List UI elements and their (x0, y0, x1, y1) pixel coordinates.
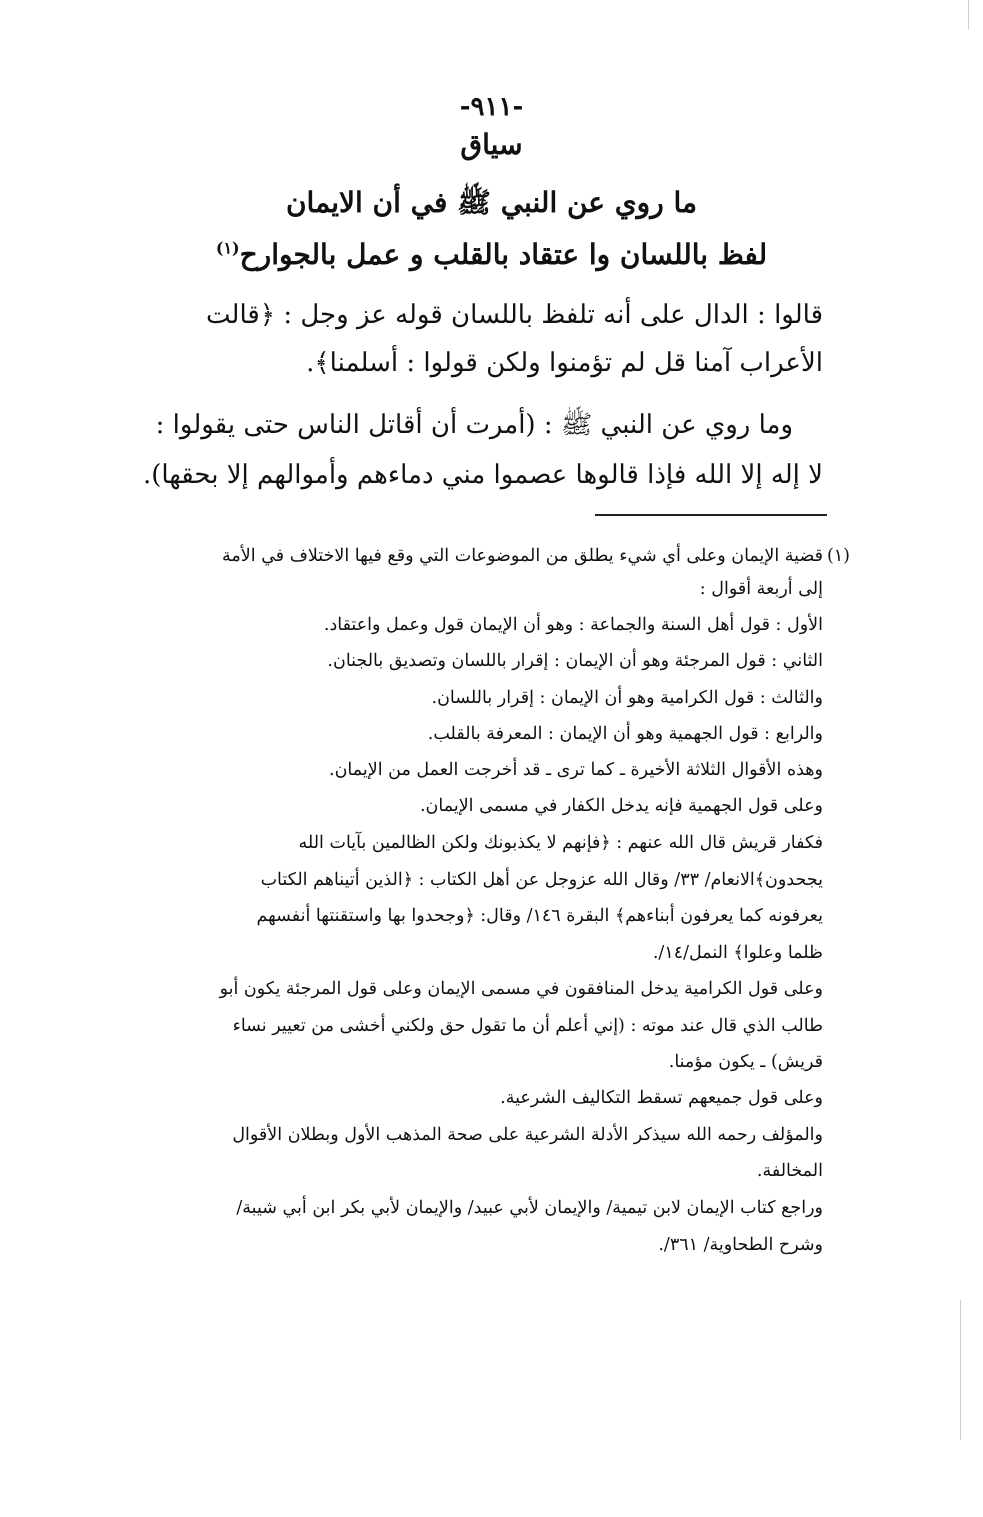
scan-margin-mark-top (968, 0, 969, 30)
section-title-word: سياق (460, 128, 523, 161)
body-line-3: وما روي عن النبي ﷺ : (أمرت أن أقاتل الناس حتى يقولوا : (155, 410, 793, 440)
footnote-line-12: ظلما وعلوا﴾ النمل/١٤/. (652, 943, 823, 963)
footnote-line-7: وهذه الأقوال الثلاثة الأخيرة ـ كما ترى ـ قد أخرجت العمل من الإيمان. (329, 760, 823, 780)
footnote-line-15: قريش) ـ يكون مؤمنا. (668, 1052, 823, 1072)
chapter-title-line-1: ما روي عن النبي ﷺ في أن الايمان (285, 186, 697, 219)
footnote-line-17: والمؤلف رحمه الله سيذكر الأدلة الشرعية على صحة المذهب الأول وبطلان الأقوال (232, 1125, 823, 1145)
footnote-separator (595, 514, 827, 516)
footnote-line-3: الأول : قول أهل السنة والجماعة : وهو أن الإيمان قول وعمل واعتقاد. (323, 615, 823, 635)
page-number: -٩١١- (459, 92, 524, 122)
footnote-line-10: يجحدون﴾الانعام/ ٣٣/ وقال الله عزوجل عن أهل الكتاب : ﴿الذين أتيناهم الكتاب (260, 870, 823, 890)
footnote-marker: (١) (826, 546, 850, 566)
title-footnote-ref: (١) (215, 238, 240, 258)
footnote-line-11: يعرفونه كما يعرفون أبناءهم﴾ البقرة ١٤٦/ وقال: ﴿وجحدوا بها واستقنتها أنفسهم (256, 906, 823, 926)
body-line-1: قالوا : الدال على أنه تلفظ باللسان قوله عز وجل : ﴿قالت (206, 300, 823, 330)
footnote-line-9: فكفار قريش قال الله عنهم : ﴿فإنهم لا يكذبونك ولكن الظالمين بآيات الله (298, 833, 823, 853)
footnote-line-1: قضية الإيمان وعلى أي شيء يطلق من الموضوعات التي وقع فيها الاختلاف في الأمة (222, 546, 823, 566)
scan-margin-mark-bottom (960, 1300, 961, 1440)
footnote-line-6: والرابع : قول الجهمية وهو أن الإيمان : المعرفة بالقلب. (427, 724, 823, 744)
footnote-line-2: إلى أربعة أقوال : (699, 579, 823, 599)
footnote-line-20: وشرح الطحاوية/ ٣٦١/. (658, 1235, 823, 1255)
footnote-line-4: الثاني : قول المرجئة وهو أن الإيمان : إقرار باللسان وتصديق بالجنان. (327, 651, 823, 671)
body-line-4: لا إله إلا الله فإذا قالوها عصموا مني دماءهم وأموالهم إلا بحقها). (142, 460, 823, 490)
chapter-title-line-2 (0, 238, 983, 271)
footnote-line-19: وراجع كتاب الإيمان لابن تيمية/ والإيمان لأبي عبيد/ والإيمان لأبي بكر ابن أبي شيبة/ (236, 1198, 823, 1218)
footnote-line-8: وعلى قول الجهمية فإنه يدخل الكفار في مسمى الإيمان. (419, 796, 823, 816)
body-line-2: الأعراب آمنا قل لم تؤمنوا ولكن قولوا : أسلمنا﴾. (306, 348, 823, 378)
footnote-line-13: وعلى قول الكرامية يدخل المنافقون في مسمى الإيمان وعلى قول المرجئة يكون أبو (219, 979, 823, 999)
footnote-line-16: وعلى قول جميعهم تسقط التكاليف الشرعية. (500, 1088, 823, 1108)
footnote-line-18: المخالفة. (756, 1161, 823, 1181)
footnote-line-14: طالب الذي قال عند موته : (إني أعلم أن ما تقول حق ولكني أخشى من تعيير نساء (232, 1016, 823, 1036)
chapter-title-line-2-text: لفظ باللسان وا عتقاد بالقلب و عمل بالجوارح (239, 238, 768, 271)
footnote-line-5: والثالث : قول الكرامية وهو أن الإيمان : إقرار باللسان. (431, 688, 823, 708)
